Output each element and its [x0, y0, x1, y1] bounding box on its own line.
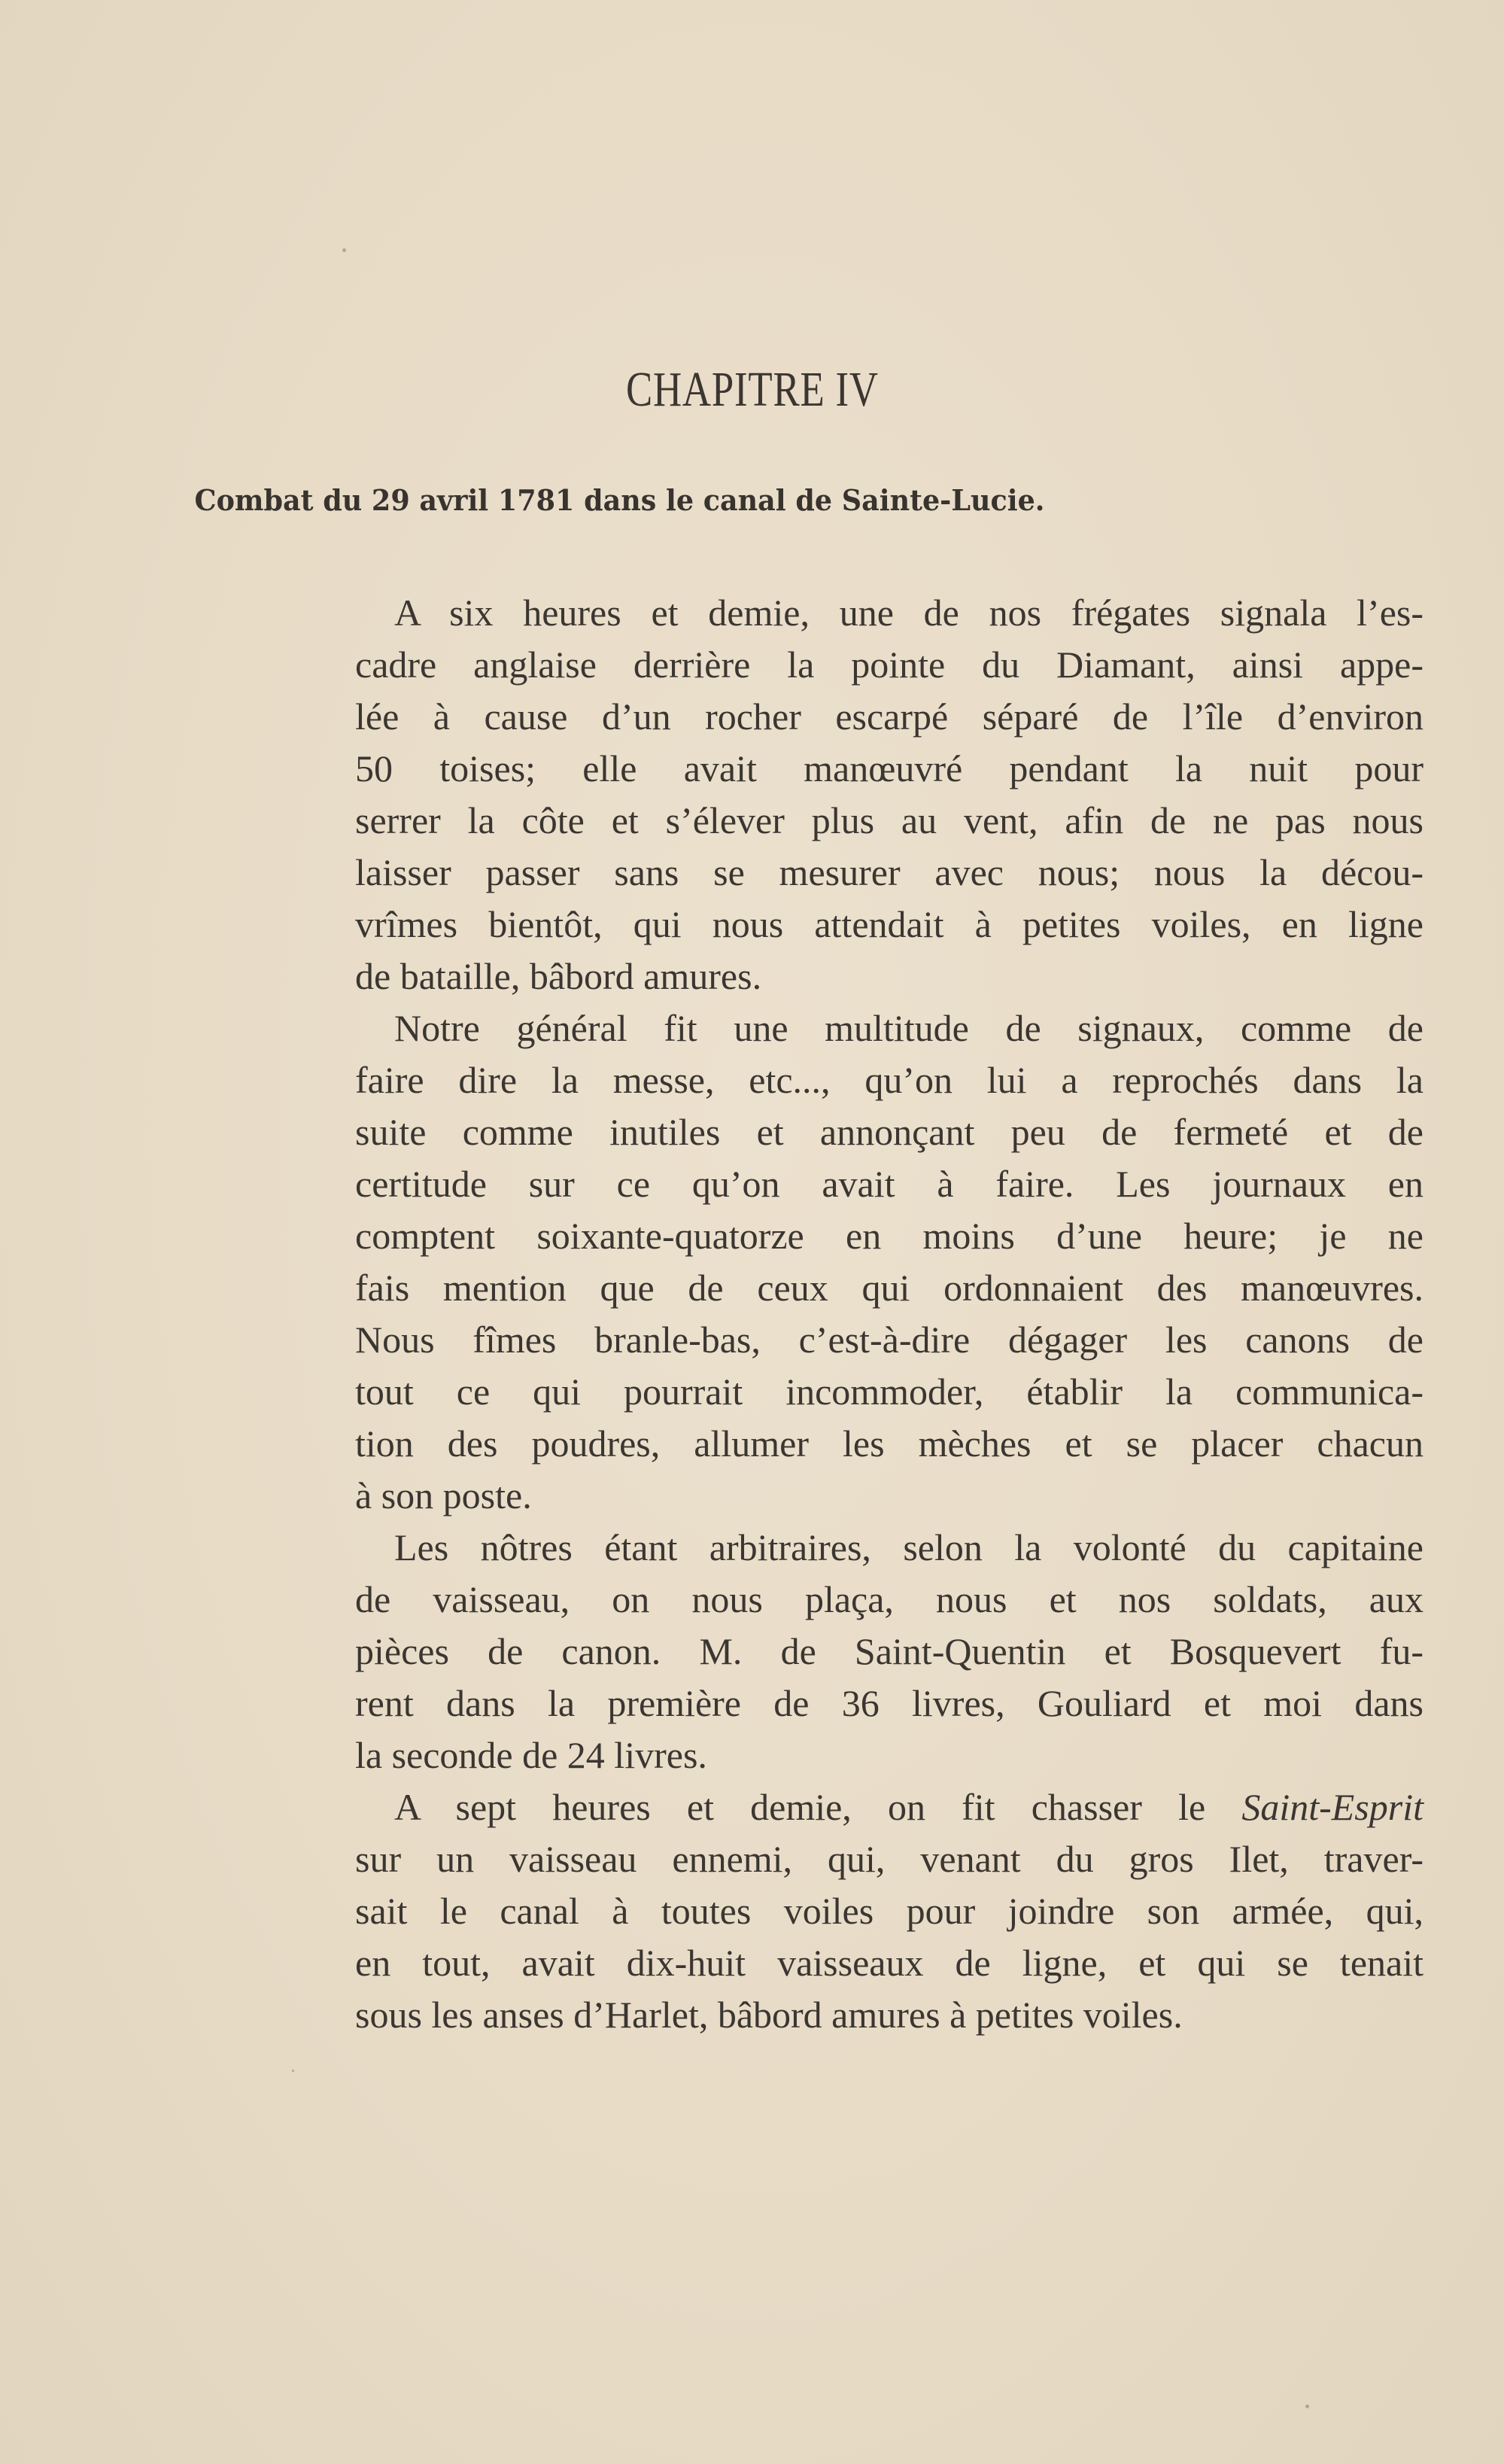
- text-line: [355, 1314, 1423, 1366]
- text-line: [355, 1678, 1423, 1729]
- text-line-content: fais mention que de ceux qui ordonnaient des manœuvres.: [355, 1267, 1423, 1309]
- text-line: [355, 587, 1423, 639]
- paper-speck: [292, 2070, 294, 2072]
- paper-speck: [1305, 2405, 1309, 2408]
- text-line: [355, 743, 1423, 795]
- text-line: [355, 1781, 1423, 1833]
- text-line-content: en tout, avait dix-huit vaisseaux de ligne, et qui se tenait: [355, 1942, 1423, 1984]
- text-line-content: pièces de canon. M. de Saint-Quentin et Bosquevert fu-: [355, 1630, 1423, 1672]
- text-line: [355, 951, 1423, 1002]
- text-line: [355, 1054, 1423, 1106]
- text-line-content: A six heures et demie, une de nos frégates signala l’es-: [394, 592, 1423, 634]
- body-text: [355, 587, 1423, 2041]
- text-line: [355, 1729, 1423, 1781]
- text-line: [355, 795, 1423, 847]
- chapter-heading: [0, 360, 1504, 420]
- text-line-content: rent dans la première de 36 livres, Gouliard et moi dans: [355, 1682, 1423, 1724]
- text-line-content: de vaisseau, on nous plaça, nous et nos soldats, aux: [355, 1578, 1423, 1620]
- text-line-content: sur un vaisseau ennemi, qui, venant du gros Ilet, traver-: [355, 1838, 1423, 1880]
- text-line: [355, 639, 1423, 691]
- text-line: [355, 1574, 1423, 1626]
- text-line: [355, 1470, 1423, 1522]
- text-line: [355, 847, 1423, 899]
- text-line-content: tout ce qui pourrait incommoder, établir la communica-: [355, 1370, 1423, 1413]
- text-line-content: comptent soixante-quatorze en moins d’une heure; je ne: [355, 1215, 1423, 1257]
- text-line-content: [394, 1781, 1423, 1833]
- text-line: [355, 1418, 1423, 1470]
- text-line: [355, 1262, 1423, 1314]
- text-line: [355, 1106, 1423, 1158]
- text-line-content: Notre général fit une multitude de signaux, comme de: [394, 1007, 1423, 1049]
- text-line-content: tion des poudres, allumer les mèches et se placer chacun: [355, 1422, 1423, 1465]
- text-line-content: Les nôtres étant arbitraires, selon la volonté du capitaine: [394, 1526, 1423, 1568]
- text-line-content: Nous fîmes branle-bas, c’est-à-dire dégager les canons de: [355, 1319, 1423, 1361]
- text-line-content: sous les anses d’Harlet, bâbord amures à petites voiles.: [355, 1994, 1183, 2036]
- text-line-content: laisser passer sans se mesurer avec nous; nous la décou-: [355, 851, 1423, 893]
- text-line: [355, 899, 1423, 951]
- text-line-content: serrer la côte et s’élever plus au vent, afin de ne pas nous: [355, 799, 1423, 841]
- text-line-content: certitude sur ce qu’on avait à faire. Les journaux en: [355, 1163, 1423, 1205]
- text-line-content: à son poste.: [355, 1474, 532, 1516]
- chapter-heading-text: CHAPITRE IV: [625, 362, 879, 417]
- text-line: [355, 1885, 1423, 1937]
- text-line: [355, 1989, 1423, 2041]
- text-line-content: cadre anglaise derrière la pointe du Diamant, ainsi appe-: [355, 643, 1423, 686]
- text-line: [355, 1002, 1423, 1054]
- text-line-content: faire dire la messe, etc..., qu’on lui a reprochés dans la: [355, 1059, 1423, 1101]
- text-line: [355, 1210, 1423, 1262]
- ship-name-italic: Saint-Esprit: [1241, 1786, 1423, 1828]
- text-line-content: lée à cause d’un rocher escarpé séparé de l’île d’environ: [355, 695, 1423, 738]
- text-line: [355, 1158, 1423, 1210]
- text-line-content: la seconde de 24 livres.: [355, 1734, 707, 1776]
- text-line-content: sait le canal à toutes voiles pour joindre son armée, qui,: [355, 1890, 1423, 1932]
- text-roman: A sept heures et demie, on fit chasser le: [394, 1786, 1242, 1828]
- text-line-content: vrîmes bientôt, qui nous attendait à petites voiles, en ligne: [355, 903, 1423, 945]
- text-line: [355, 1366, 1423, 1418]
- chapter-subtitle: [0, 480, 1504, 521]
- text-line-content: de bataille, bâbord amures.: [355, 955, 762, 997]
- text-line: [355, 1522, 1423, 1574]
- text-line: [355, 691, 1423, 743]
- text-line: [355, 1833, 1423, 1885]
- text-line: [355, 1626, 1423, 1678]
- chapter-subtitle-text: Combat du 29 avril 1781 dans le canal de Sainte-Lucie.: [194, 483, 1045, 517]
- paper-speck: [342, 248, 346, 252]
- text-line: [355, 1937, 1423, 1989]
- text-line-content: suite comme inutiles et annonçant peu de fermeté et de: [355, 1111, 1423, 1153]
- text-line-content: 50 toises; elle avait manœuvré pendant la nuit pour: [355, 747, 1423, 789]
